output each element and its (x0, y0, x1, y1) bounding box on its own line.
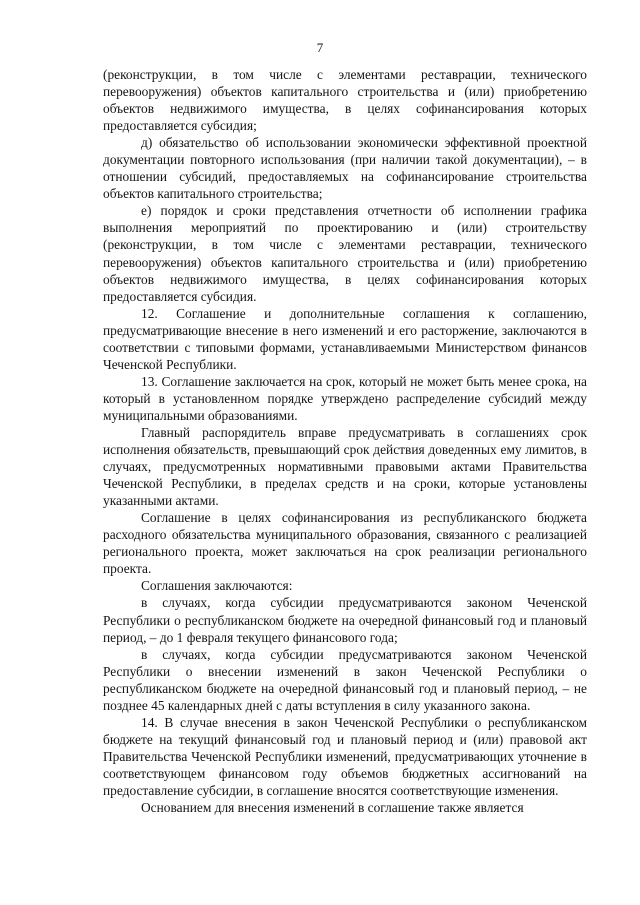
paragraph-basis-for-changes: Основанием для внесения изменений в соглашение также является (141, 800, 524, 816)
paragraph-clause-14: 14. В случае внесения в закон Чеченской Республики о республиканском бюджете на текущий финансовый год и плановый период и (или) правовой акт Правительства Чеченской Республики изменений, предусматривающих уточнение в соответствующем финансовом году объемов бюджетных ассигнований на предоставление субсидии, в соглашение вносятся соответствующие изменения. (103, 714, 587, 798)
paragraph-regional-project: Соглашение в целях софинансирования из республиканского бюджета расходного обязательства муниципального образования, связанного с реализацией регионального проекта, может заключаться на срок реализации регионального проекта. (103, 510, 587, 577)
paragraph-item-e: е) порядок и сроки представления отчетности об исполнении графика выполнения мероприятий по проектированию и (или) строительству (реконструкции, в том числе с элементами реставрации, технического перевооружения) объектов капитального строительства и (или) приобретению объектов недвижимого имущества, в целях софинансирования которых предоставляется субсидия. (103, 203, 587, 304)
paragraph-case-budget-law: в случаях, когда субсидии предусматриваются законом Чеченской Республики о республиканском бюджете на очередной финансовый год и плановый период, – до 1 февраля текущего финансового года; (103, 595, 587, 645)
paragraph-continuation: (реконструкции, в том числе с элементами реставрации, технического перевооружения) объектов капитального строительства и (или) приобретению объектов недвижимого имущества, в целях софинансирования которых предоставляется субсидия; (103, 67, 587, 134)
paragraph-item-d: д) обязательство об использовании экономически эффективной проектной документации повторного использования (при наличии такой документации), – в отношении субсидий, предоставляемых на софинансирование строительства объектов капитального строительства; (103, 135, 587, 202)
paragraph-case-amendments: в случаях, когда субсидии предусматриваются законом Чеченской Республики о внесении изменений в закон Чеченской Республики о республиканском бюджете на очередной финансовый год и плановый период, – не позднее 45 календарных дней с даты вступления в силу указанного закона. (103, 646, 587, 713)
paragraph-clause-12: 12. Соглашение и дополнительные соглашения к соглашению, предусматривающие внесение в него изменений и его расторжение, заключаются в соответствии с типовыми формами, устанавливаемыми Министерством финансов Чеченской Республики. (103, 305, 587, 372)
document-body (103, 66, 587, 816)
paragraph-clause-13: 13. Соглашение заключается на срок, который не может быть менее срока, на который в установленном порядке утверждено распределение субсидий между муниципальными образованиями. (103, 373, 587, 423)
paragraph-main-administrator: Главный распорядитель вправе предусматривать в соглашениях срок исполнения обязательств, превышающий срок действия доведенных ему лимитов, в случаях, предусмотренных нормативными правовыми актами Правительства Чеченской Республики, в пределах средств и на сроки, которые установлены указанными актами. (103, 424, 587, 509)
paragraph-agreements-concluded: Соглашения заключаются: (141, 578, 293, 594)
page-number: 7 (316, 40, 324, 55)
